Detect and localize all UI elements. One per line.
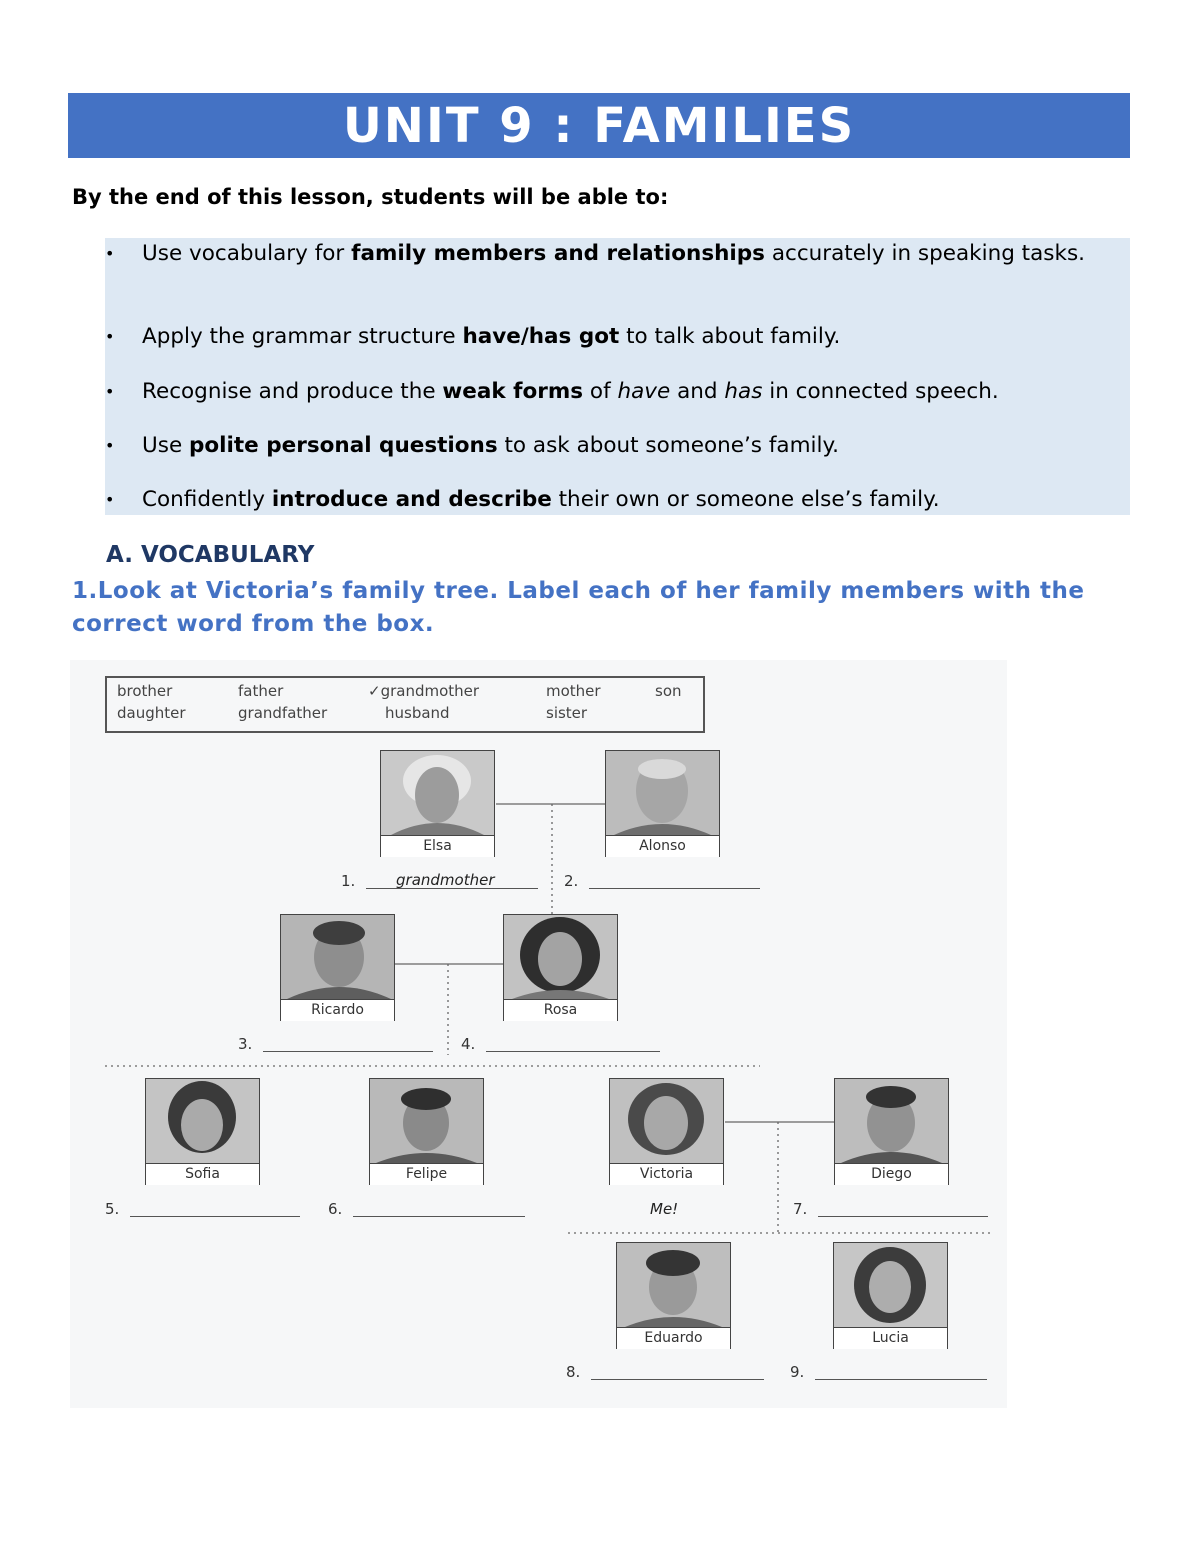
number-label: 1. (341, 872, 356, 890)
person-card-elsa (380, 750, 495, 857)
photo-sofia (146, 1079, 259, 1163)
person-card-diego (834, 1078, 949, 1185)
photo-elsa (381, 751, 494, 835)
number-label: 2. (564, 872, 579, 890)
photo-lucia (834, 1243, 947, 1327)
number-label: 8. (566, 1363, 581, 1381)
name-label: Victoria (610, 1163, 723, 1185)
bullet: • (105, 382, 115, 401)
name-label: Alonso (606, 835, 719, 857)
page-title: UNIT 9 : FAMILIES (342, 97, 856, 154)
photo-felipe (370, 1079, 483, 1163)
bullet: • (105, 490, 115, 509)
photo-rosa (504, 915, 617, 999)
name-label: Elsa (381, 835, 494, 857)
title-banner (68, 93, 1130, 158)
photo-victoria (610, 1079, 723, 1163)
example-answer: grandmother (396, 871, 495, 889)
name-label: Rosa (504, 999, 617, 1021)
person-card-sofia (145, 1078, 260, 1185)
name-label: Lucia (834, 1327, 947, 1349)
objectives-panel: • Use vocabulary for family members and relationships accurately in speaking tasks. • Apply the grammar structure have/has got to talk about family. • Recognise and produce the weak forms of have and has in connected speech. • Use polite personal questions to ask about someone’s family. • Confidently introduce and describe their own or someone else’s family. (105, 238, 1130, 515)
name-label: Sofia (146, 1163, 259, 1185)
number-label: 7. (793, 1200, 808, 1218)
answer-blank (486, 1051, 660, 1052)
person-card-ricardo (280, 914, 395, 1021)
person-card-lucia (833, 1242, 948, 1349)
person-card-victoria (609, 1078, 724, 1185)
answer-blank (818, 1216, 988, 1217)
person-card-alonso (605, 750, 720, 857)
number-label: 4. (461, 1035, 476, 1053)
number-label: 5. (105, 1200, 120, 1218)
answer-blank (130, 1216, 300, 1217)
answer-blank (263, 1051, 433, 1052)
answer-blank (591, 1379, 764, 1380)
photo-ricardo (281, 915, 394, 999)
name-label: Felipe (370, 1163, 483, 1185)
answer-blank (589, 888, 760, 889)
section-heading: A. VOCABULARY (106, 542, 315, 568)
intro-text: By the end of this lesson, students will be able to: (72, 185, 669, 209)
family-tree-figure (70, 660, 1007, 1408)
photo-eduardo (617, 1243, 730, 1327)
number-label: 3. (238, 1035, 253, 1053)
me-label: Me! (650, 1200, 679, 1218)
bullet: • (105, 327, 115, 346)
person-card-eduardo (616, 1242, 731, 1349)
person-card-felipe (369, 1078, 484, 1185)
photo-alonso (606, 751, 719, 835)
photo-diego (835, 1079, 948, 1163)
name-label: Diego (835, 1163, 948, 1185)
person-card-rosa (503, 914, 618, 1021)
number-label: 6. (328, 1200, 343, 1218)
name-label: Ricardo (281, 999, 394, 1021)
bullet: • (105, 244, 115, 263)
task-instruction: 1.Look at Victoria’s family tree. Label each of her family members with the correct word from the box. (72, 578, 1085, 637)
bullet: • (105, 436, 115, 455)
answer-blank (353, 1216, 525, 1217)
name-label: Eduardo (617, 1327, 730, 1349)
number-label: 9. (790, 1363, 805, 1381)
word-box: brother father ✓grandmother mother son daughter grandfather husband sister (105, 676, 705, 733)
answer-blank (815, 1379, 987, 1380)
